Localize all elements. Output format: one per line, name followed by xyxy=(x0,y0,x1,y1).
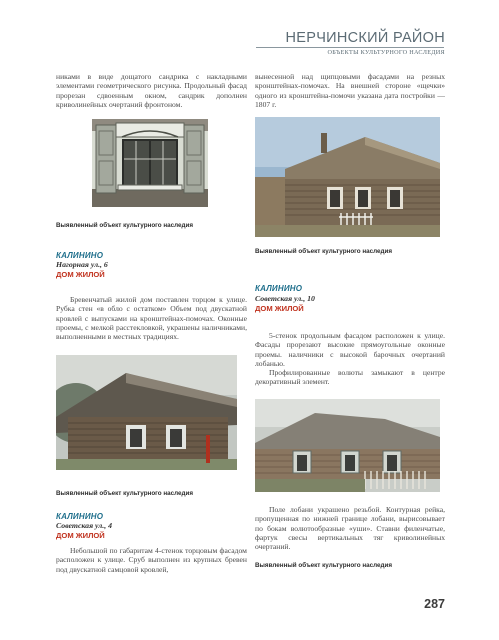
obj1-description: Бревенчатый жилой дом поставлен торцом к улице. Рубка стен «в обло с остатком» Объем под двускатной кровлей с выпусками на кронштейнах-помочах. Оконные проемы, с мелкой расстекловкой, украшены наличниками, выполненными в местных традициях. xyxy=(56,295,247,342)
photo-window-with-shutters xyxy=(92,119,208,207)
col2-caption-2: Выявленный объект культурного наследия xyxy=(255,562,393,569)
col1-caption-1: Выявленный объект культурного наследия xyxy=(56,222,194,229)
obj3-description: 5-стенок продольным фасадом расположен к улице. Фасады прорезают высокие прямоугольные оконные проемы. наличники с высокой барочных очертаний лобанью. xyxy=(255,331,445,368)
obj3-type: ДОМ ЖИЛОЙ xyxy=(255,304,304,313)
photo-wooden-house-fence xyxy=(255,399,440,492)
obj3-address: Советская ул., 10 xyxy=(255,294,315,303)
col2-caption-1: Выявленный объект культурного наследия xyxy=(255,248,393,255)
obj3-description-2: Профилированные волюты замыкают в центре декоративный элемент. xyxy=(255,368,445,387)
col1-caption-2: Выявленный объект культурного наследия xyxy=(56,490,194,497)
obj3-village: КАЛИНИНО xyxy=(255,284,303,293)
obj1-type: ДОМ ЖИЛОЙ xyxy=(56,270,105,279)
obj2-type: ДОМ ЖИЛОЙ xyxy=(56,531,105,540)
page-number: 287 xyxy=(424,597,445,611)
photo-log-house-sovetskaya-10 xyxy=(255,117,440,237)
col2-closing-paragraph: Поле лобани украшено резьбой. Контурная рейка, пропущенная по нижней границе лобани, вырисовывает по бокам волютообразные «уши». Ставни филенчатые, фартук свесы вертикальных тяг криволинейных очертаний. xyxy=(255,505,445,552)
col2-paragraph-1: вынесенной над щипцовыми фасадами на резных кронштейнах-помочах. На внешней стороне «щечки» одного из кронштейна-помочи указана дата постройки — 1807 г. xyxy=(255,72,445,109)
col1-paragraph-1: никами в виде дощатого сандрика с накладными элементами геометрического рисунка. Продольный фасад прорезан сдвоенным окном, сандрик дополнен криволинейных очертаний фронтоном. xyxy=(56,72,247,109)
header-rule xyxy=(256,47,444,48)
district-title: НЕРЧИНСКИЙ РАЙОН xyxy=(285,30,445,46)
district-subtitle: ОБЪЕКТЫ КУЛЬТУРНОГО НАСЛЕДИЯ xyxy=(327,49,445,56)
obj1-address: Нагорная ул., 6 xyxy=(56,260,108,269)
photo-log-house-nagornaya xyxy=(56,355,237,470)
obj1-village: КАЛИНИНО xyxy=(56,251,104,260)
obj2-description: Небольшой по габаритам 4-стенок торцовым фасадом расположен к улице. Сруб выполнен из крупных бревен под двускатной самцовой кровлей, xyxy=(56,546,247,574)
obj2-address: Советская ул., 4 xyxy=(56,521,113,530)
obj2-village: КАЛИНИНО xyxy=(56,512,104,521)
